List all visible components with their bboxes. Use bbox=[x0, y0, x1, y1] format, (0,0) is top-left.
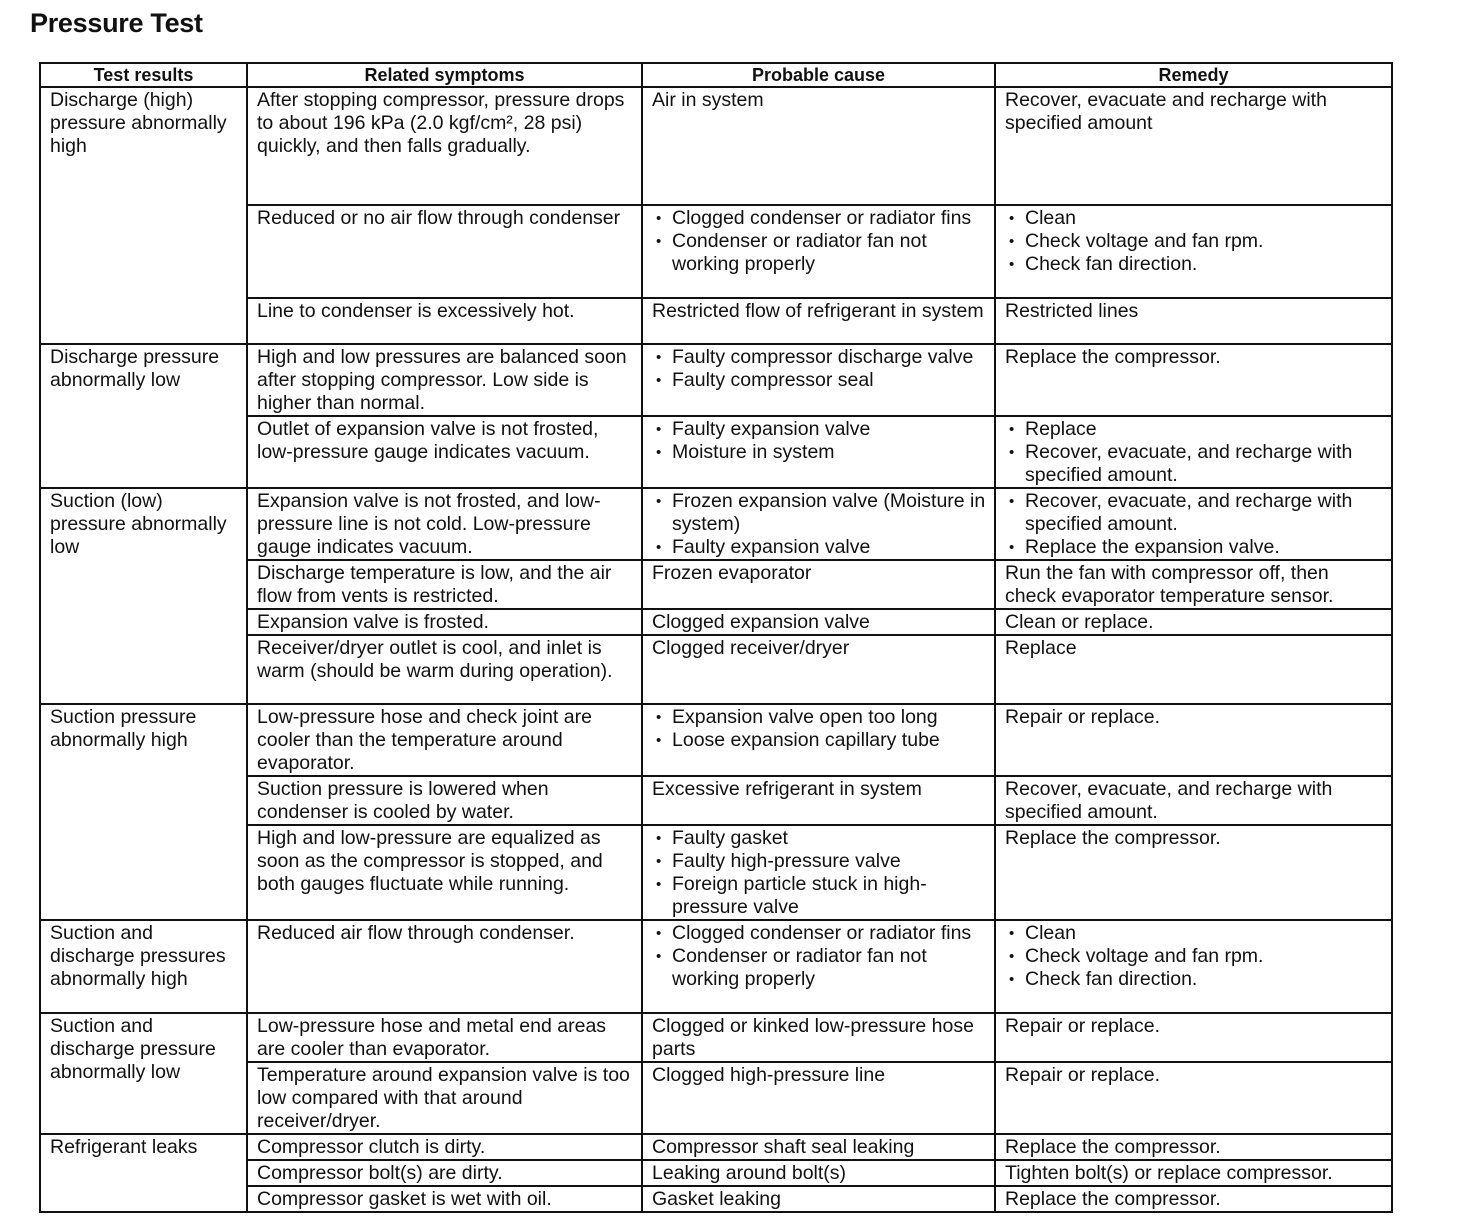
symptom-cell: Expansion valve is not frosted, and low-pressure line is not cold. Low-pressure gauge indicates vacuum. bbox=[247, 488, 642, 560]
remedy-cell bbox=[995, 416, 1392, 488]
table-body bbox=[40, 87, 1392, 1212]
remedy-cell bbox=[995, 1160, 1392, 1186]
remedy-cell bbox=[995, 488, 1392, 560]
bullet-list bbox=[1005, 490, 1383, 559]
cell-text: Repair or replace. bbox=[1005, 1064, 1160, 1086]
cause-cell bbox=[642, 1160, 995, 1186]
bullet-item: • Recover, evacuate, and recharge with specified amount. bbox=[1005, 490, 1383, 536]
cause-cell bbox=[642, 609, 995, 635]
bullet-item: • Clogged condenser or radiator fins bbox=[652, 207, 986, 230]
cause-cell bbox=[642, 416, 995, 488]
cause-cell bbox=[642, 560, 995, 609]
header-probable-cause: Probable cause bbox=[642, 63, 995, 87]
symptom-cell: Receiver/dryer outlet is cool, and inlet is warm (should be warm during operation). bbox=[247, 635, 642, 704]
bullet-item: • Faulty gasket bbox=[652, 827, 986, 850]
cell-text: Repair or replace. bbox=[1005, 706, 1160, 728]
cause-cell bbox=[642, 825, 995, 920]
remedy-cell bbox=[995, 1186, 1392, 1212]
cause-cell bbox=[642, 1186, 995, 1212]
symptom-cell: Reduced or no air flow through condenser bbox=[247, 205, 642, 298]
symptom-cell: Temperature around expansion valve is too low compared with that around receiver/dryer. bbox=[247, 1062, 642, 1134]
pressure-test-table bbox=[39, 62, 1393, 1213]
symptom-cell: Low-pressure hose and check joint are cooler than the temperature around evaporator. bbox=[247, 704, 642, 776]
cause-cell bbox=[642, 635, 995, 704]
symptom-cell: Compressor gasket is wet with oil. bbox=[247, 1186, 642, 1212]
remedy-cell bbox=[995, 825, 1392, 920]
bullet-list bbox=[652, 490, 986, 559]
cell-text: Clogged receiver/dryer bbox=[652, 637, 850, 659]
bullet-item: • Check voltage and fan rpm. bbox=[1005, 945, 1383, 968]
remedy-cell bbox=[995, 87, 1392, 205]
cell-text: Replace the compressor. bbox=[1005, 1136, 1221, 1158]
test-result-cell: Discharge pressure abnormally low bbox=[40, 344, 247, 488]
bullet-item: • Loose expansion capillary tube bbox=[652, 729, 986, 752]
bullet-item: • Check voltage and fan rpm. bbox=[1005, 230, 1383, 253]
remedy-cell bbox=[995, 776, 1392, 825]
bullet-item: • Expansion valve open too long bbox=[652, 706, 986, 729]
cause-cell bbox=[642, 298, 995, 344]
symptom-cell: High and low-pressure are equalized as soon as the compressor is stopped, and both gauges fluctuate while running. bbox=[247, 825, 642, 920]
cell-text: Replace the compressor. bbox=[1005, 1188, 1221, 1210]
cause-cell bbox=[642, 344, 995, 416]
bullet-list bbox=[652, 346, 986, 392]
test-result-cell: Suction and discharge pressure abnormally low bbox=[40, 1013, 247, 1134]
cell-text: Recover, evacuate, and recharge with specified amount. bbox=[1005, 778, 1333, 823]
cell-text: Compressor shaft seal leaking bbox=[652, 1136, 915, 1158]
cell-text: Replace bbox=[1005, 637, 1077, 659]
cell-text: Frozen evaporator bbox=[652, 562, 812, 584]
bullet-list bbox=[1005, 922, 1383, 991]
bullet-item: • Clean bbox=[1005, 207, 1383, 230]
bullet-list bbox=[652, 922, 986, 991]
cell-text: Tighten bolt(s) or replace compressor. bbox=[1005, 1162, 1333, 1184]
cause-cell bbox=[642, 1134, 995, 1160]
cell-text: Clean or replace. bbox=[1005, 611, 1154, 633]
bullet-item: • Condenser or radiator fan not working properly bbox=[652, 230, 986, 276]
cell-text: Restricted lines bbox=[1005, 300, 1139, 322]
bullet-item: • Replace the expansion valve. bbox=[1005, 536, 1383, 559]
table-header bbox=[40, 63, 1392, 87]
remedy-cell bbox=[995, 635, 1392, 704]
cause-cell bbox=[642, 1013, 995, 1062]
table-row bbox=[40, 87, 1392, 205]
symptom-cell: Low-pressure hose and metal end areas are cooler than evaporator. bbox=[247, 1013, 642, 1062]
remedy-cell bbox=[995, 344, 1392, 416]
cell-text: Excessive refrigerant in system bbox=[652, 778, 922, 800]
symptom-cell: Line to condenser is excessively hot. bbox=[247, 298, 642, 344]
remedy-cell bbox=[995, 920, 1392, 1013]
remedy-cell bbox=[995, 560, 1392, 609]
bullet-item: • Foreign particle stuck in high-pressure valve bbox=[652, 873, 986, 919]
symptom-cell: Compressor clutch is dirty. bbox=[247, 1134, 642, 1160]
remedy-cell bbox=[995, 704, 1392, 776]
page-title: Pressure Test bbox=[30, 8, 203, 38]
bullet-list bbox=[652, 827, 986, 919]
bullet-list bbox=[652, 207, 986, 276]
table-row bbox=[40, 920, 1392, 1013]
remedy-cell bbox=[995, 298, 1392, 344]
cause-cell bbox=[642, 776, 995, 825]
test-result-cell: Refrigerant leaks bbox=[40, 1134, 247, 1212]
bullet-list bbox=[1005, 207, 1383, 276]
cell-text: Clogged or kinked low-pressure hose parts bbox=[652, 1015, 974, 1060]
bullet-item: • Replace bbox=[1005, 418, 1383, 441]
bullet-item: • Recover, evacuate, and recharge with specified amount. bbox=[1005, 441, 1383, 487]
header-remedy: Remedy bbox=[995, 63, 1392, 87]
table-row bbox=[40, 1134, 1392, 1160]
bullet-item: • Faulty compressor discharge valve bbox=[652, 346, 986, 369]
bullet-list bbox=[652, 706, 986, 752]
symptom-cell: Outlet of expansion valve is not frosted, low-pressure gauge indicates vacuum. bbox=[247, 416, 642, 488]
header-row bbox=[40, 63, 1392, 87]
cause-cell bbox=[642, 488, 995, 560]
symptom-cell: High and low pressures are balanced soon after stopping compressor. Low side is higher than normal. bbox=[247, 344, 642, 416]
symptom-cell: Discharge temperature is low, and the air flow from vents is restricted. bbox=[247, 560, 642, 609]
test-result-cell: Discharge (high) pressure abnormally high bbox=[40, 87, 247, 344]
test-result-cell: Suction and discharge pressures abnormally high bbox=[40, 920, 247, 1013]
cause-cell bbox=[642, 1062, 995, 1134]
remedy-cell bbox=[995, 205, 1392, 298]
remedy-cell bbox=[995, 1134, 1392, 1160]
cause-cell bbox=[642, 920, 995, 1013]
symptom-cell: Reduced air flow through condenser. bbox=[247, 920, 642, 1013]
table-row bbox=[40, 344, 1392, 416]
table-row bbox=[40, 704, 1392, 776]
remedy-cell bbox=[995, 1062, 1392, 1134]
bullet-item: • Condenser or radiator fan not working properly bbox=[652, 945, 986, 991]
bullet-item: • Check fan direction. bbox=[1005, 968, 1383, 991]
symptom-cell: Expansion valve is frosted. bbox=[247, 609, 642, 635]
cell-text: Leaking around bolt(s) bbox=[652, 1162, 847, 1184]
bullet-list bbox=[1005, 418, 1383, 487]
cause-cell bbox=[642, 205, 995, 298]
bullet-item: • Clogged condenser or radiator fins bbox=[652, 922, 986, 945]
cell-text: Air in system bbox=[652, 89, 764, 111]
cell-text: Clogged expansion valve bbox=[652, 611, 870, 633]
bullet-item: • Faulty expansion valve bbox=[652, 418, 986, 441]
header-related-symptoms: Related symptoms bbox=[247, 63, 642, 87]
bullet-item: • Faulty high-pressure valve bbox=[652, 850, 986, 873]
bullet-item: • Clean bbox=[1005, 922, 1383, 945]
symptom-cell: Compressor bolt(s) are dirty. bbox=[247, 1160, 642, 1186]
test-result-cell: Suction pressure abnormally high bbox=[40, 704, 247, 920]
remedy-cell bbox=[995, 609, 1392, 635]
cell-text: Replace the compressor. bbox=[1005, 346, 1221, 368]
bullet-item: • Faulty expansion valve bbox=[652, 536, 986, 559]
symptom-cell: After stopping compressor, pressure drops to about 196 kPa (2.0 kgf/cm², 28 psi) quickly, and then falls gradually. bbox=[247, 87, 642, 205]
header-test-results: Test results bbox=[40, 63, 247, 87]
cell-text: Recover, evacuate and recharge with specified amount bbox=[1005, 89, 1327, 134]
cause-cell bbox=[642, 704, 995, 776]
bullet-item: • Faulty compressor seal bbox=[652, 369, 986, 392]
cell-text: Repair or replace. bbox=[1005, 1015, 1160, 1037]
bullet-list bbox=[652, 418, 986, 464]
table-row bbox=[40, 488, 1392, 560]
cell-text: Clogged high-pressure line bbox=[652, 1064, 886, 1086]
bullet-item: • Moisture in system bbox=[652, 441, 986, 464]
bullet-item: • Check fan direction. bbox=[1005, 253, 1383, 276]
test-result-cell: Suction (low) pressure abnormally low bbox=[40, 488, 247, 704]
cell-text: Run the fan with compressor off, then check evaporator temperature sensor. bbox=[1005, 562, 1334, 607]
bullet-item: • Frozen expansion valve (Moisture in system) bbox=[652, 490, 986, 536]
cause-cell bbox=[642, 87, 995, 205]
symptom-cell: Suction pressure is lowered when condenser is cooled by water. bbox=[247, 776, 642, 825]
cell-text: Replace the compressor. bbox=[1005, 827, 1221, 849]
cell-text: Restricted flow of refrigerant in system bbox=[652, 300, 984, 322]
cell-text: Gasket leaking bbox=[652, 1188, 781, 1210]
table-row bbox=[40, 1013, 1392, 1062]
remedy-cell bbox=[995, 1013, 1392, 1062]
